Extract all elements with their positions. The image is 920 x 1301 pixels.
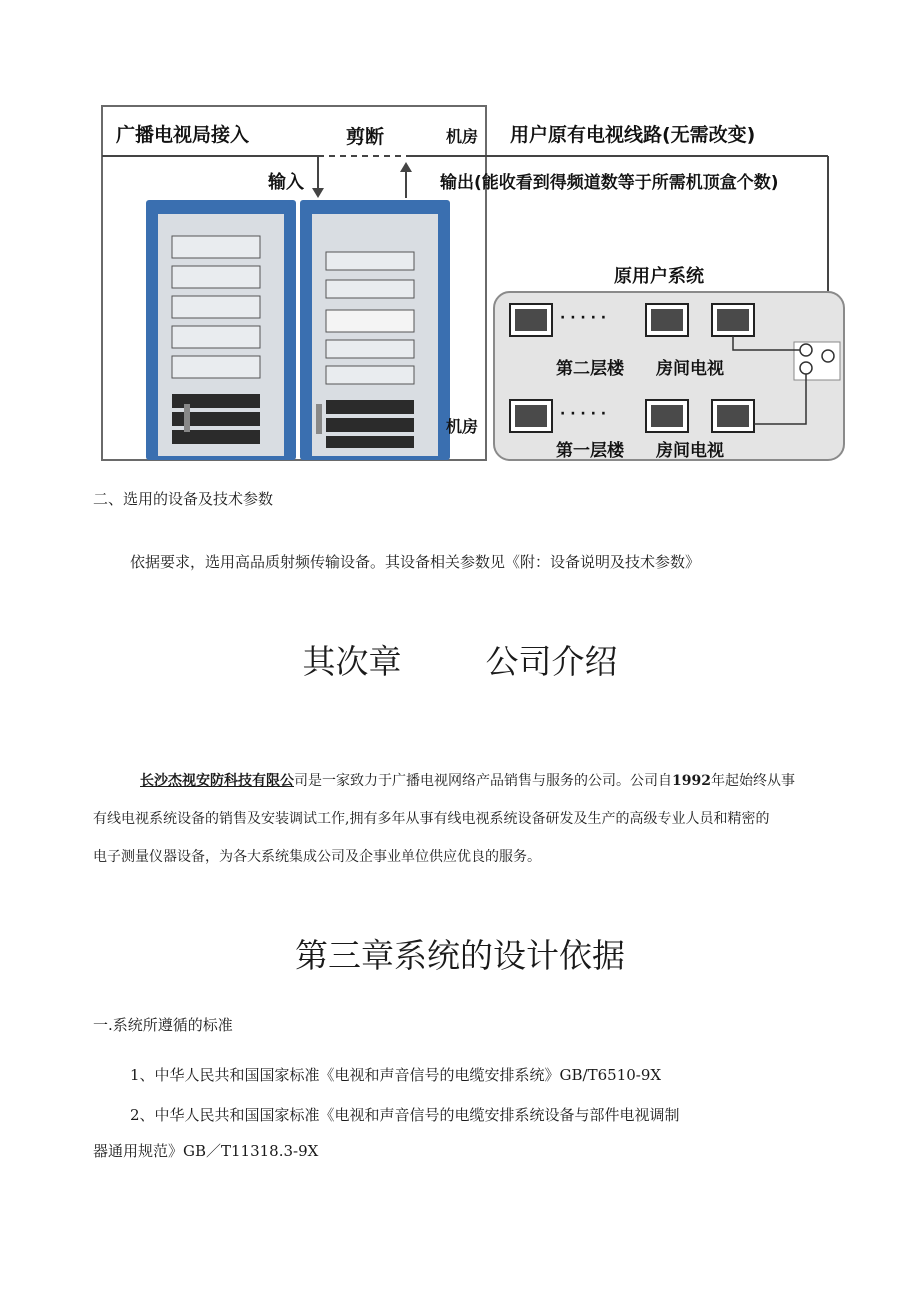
cable-tv-system-diagram bbox=[100, 104, 848, 464]
intro-text-b: 年起始终从事 bbox=[710, 773, 795, 789]
original-system-label: 原用户系统 bbox=[614, 266, 704, 287]
tv-floor2-c bbox=[712, 304, 754, 336]
standard-item-2-line1: 2、中华人民共和国国家标准《电视和声音信号的电缆安排系统设备与部件电视调制 bbox=[130, 1106, 680, 1124]
dots-floor1: · · · · · bbox=[560, 406, 607, 422]
input-label: 输入 bbox=[268, 172, 304, 193]
cut-label: 剪断 bbox=[346, 126, 385, 148]
intro-line2: 有线电视系统设备的销售及安装调试工作,拥有多年从事有线电视系统设备研发及生产的高级专业人员和精密的 bbox=[93, 811, 770, 827]
tv-floor2-a bbox=[510, 304, 552, 336]
chapter2-title-right: 公司介绍 bbox=[485, 642, 618, 681]
diagram-graphics bbox=[100, 104, 848, 464]
broadcast-in-label: 广播电视局接入 bbox=[116, 124, 250, 146]
input-arrow bbox=[312, 188, 324, 198]
dots-floor2: · · · · · bbox=[560, 310, 607, 326]
machine-room-bottom-label: 机房 bbox=[446, 417, 479, 436]
tv-floor2-b bbox=[646, 304, 688, 336]
company-name: 长沙杰视安防科技有限公 bbox=[140, 773, 294, 789]
company-intro bbox=[93, 762, 861, 876]
section2-heading: 二、选用的设备及技术参数 bbox=[93, 490, 274, 508]
tv-floor1-b bbox=[646, 400, 688, 432]
tv-floor1-a bbox=[510, 400, 552, 432]
chapter2-title-left: 其次章 bbox=[302, 642, 402, 681]
output-arrow bbox=[400, 162, 412, 172]
chapter2-title bbox=[0, 636, 920, 683]
floor1-label: 第一层楼 bbox=[556, 441, 624, 461]
tv-floor1-c bbox=[712, 400, 754, 432]
user-lines-label: 用户原有电视线路(无需改变) bbox=[510, 124, 756, 146]
chapter3-subheading: 一.系统所遵循的标准 bbox=[93, 1016, 233, 1034]
intro-year: 1992 bbox=[672, 773, 711, 789]
left-cabinet bbox=[146, 200, 296, 460]
intro-text-a: 司是一家致力于广播电视网络产品销售与服务的公司。公司自 bbox=[294, 773, 672, 789]
room-tv-2-label: 房间电视 bbox=[656, 359, 724, 379]
standard-item-2-line2: 器通用规范》GB／T11318.3-9X bbox=[93, 1142, 319, 1160]
output-label: 输出(能收看到得频道数等于所需机顶盒个数) bbox=[440, 173, 779, 193]
standard-item-1: 1、中华人民共和国国家标准《电视和声音信号的电缆安排系统》GB/T6510-9X bbox=[130, 1066, 662, 1084]
floor2-label: 第二层楼 bbox=[556, 359, 624, 379]
machine-room-top-label: 机房 bbox=[446, 127, 479, 146]
room-tv-1-label: 房间电视 bbox=[656, 441, 724, 461]
right-cabinet bbox=[300, 200, 450, 460]
intro-line3: 电子测量仪器设备，为各大系统集成公司及企事业单位供应优良的服务。 bbox=[93, 849, 541, 865]
chapter3-title: 第三章系统的设计依据 bbox=[295, 936, 625, 975]
section2-paragraph: 依据要求，选用高品质射频传输设备。其设备相关参数见《附：设备说明及技术参数》 bbox=[130, 553, 701, 571]
